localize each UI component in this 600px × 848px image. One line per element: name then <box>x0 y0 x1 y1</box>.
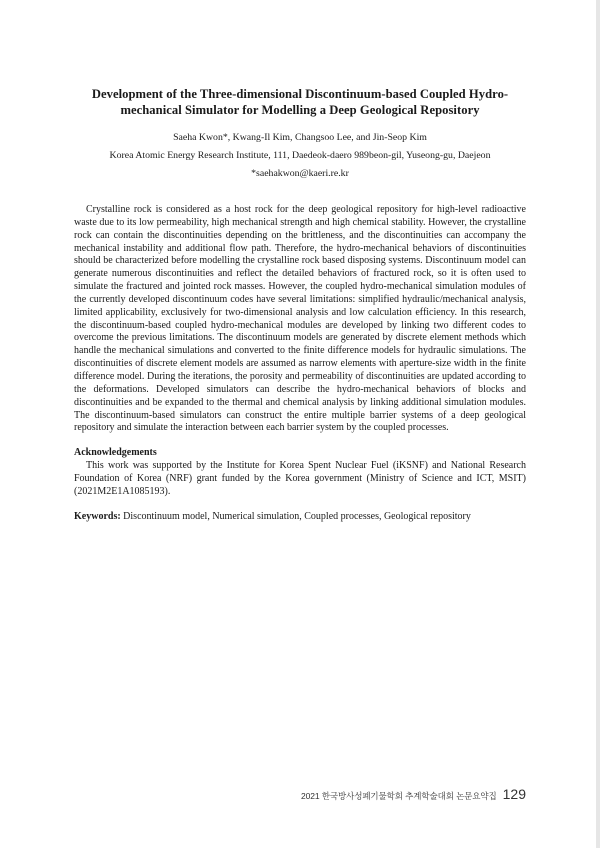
page-edge-shadow <box>596 0 600 848</box>
conference-name: 2021 한국방사성폐기물학회 추계학술대회 논문요약집 <box>301 791 497 801</box>
acknowledgements-body: This work was supported by the Institute for Korea Spent Nuclear Fuel (iKSNF) and National Research Foundation of Korea (NRF) grant funded by the Korea government (Ministry of Science and ICT, MSIT) (2021M2E1A1085193). <box>74 460 526 497</box>
keywords-label: Keywords: <box>74 510 121 522</box>
page-footer <box>301 786 526 802</box>
page-number: 129 <box>502 786 526 802</box>
keywords-text: Discontinuum model, Numerical simulation, Coupled processes, Geological repository <box>120 510 471 522</box>
author-list: Saeha Kwon*, Kwang-Il Kim, Changsoo Lee, and Jin-Seop Kim <box>173 132 427 143</box>
acknowledgements-heading: Acknowledgements <box>74 447 157 459</box>
keywords <box>74 511 526 524</box>
paper-title: Development of the Three-dimensional Discontinuum-based Coupled Hydro-mechanical Simulator for Modelling a Deep Geological Repository <box>91 87 509 117</box>
paper-content <box>74 86 526 523</box>
affiliation: Korea Atomic Energy Research Institute, 111, Daedeok-daero 989beon-gil, Yuseong-gu, Daejeon <box>109 150 491 161</box>
corresponding-email: *saehakwon@kaeri.re.kr <box>251 168 349 179</box>
abstract-body: Crystalline rock is considered as a host rock for the deep geological repository for high-level radioactive waste due to its low permeability, high mechanical strength and high chemical stability. However, the crystalline rock can contain the discontinuities depending on the brittleness, and the discontinuities can accompany the mechanical instability and additional flow path. Therefore, the hydro-mechanical behaviors of discontinuities should be characterized before modelling the crystalline rock based disposing systems. Discontinuum model can generate numerous discontinuities and reflect the detailed behaviors of fractured rock, so it is often used to simulate the fractured and jointed rock masses. However, the coupled hydro-mechanical simulation modules of the currently developed discontinuum codes have several limitations: simplified hydraulic/mechanical analysis, limited applicability, exclusively for two-dimensional analysis and low calculation efficiency. In this research, the discontinuum-based coupled hydro-mechanical modules are developed by linking two different codes to overcome the previous limitations. The discontinuum models are generated by discrete element methods which handle the mechanical simulations and converted to the finite difference models for hydraulic simulations. The discontinuities of discrete element models are assumed as narrow elements with aperture-size width in the finite difference model. During the iterations, the porosity and permeability of discontinuities are updated according to the deformations. Developed simulators can describe the hydro-mechanical behaviors of blocks and discontinuities and be expanded to the thermal and chemical analysis by linking additional simulation modules. The discontinuum-based simulators can construct the entire multiple barrier systems of a deep geological repository and simulate the interaction between each barrier system by the coupled processes. <box>74 204 526 434</box>
